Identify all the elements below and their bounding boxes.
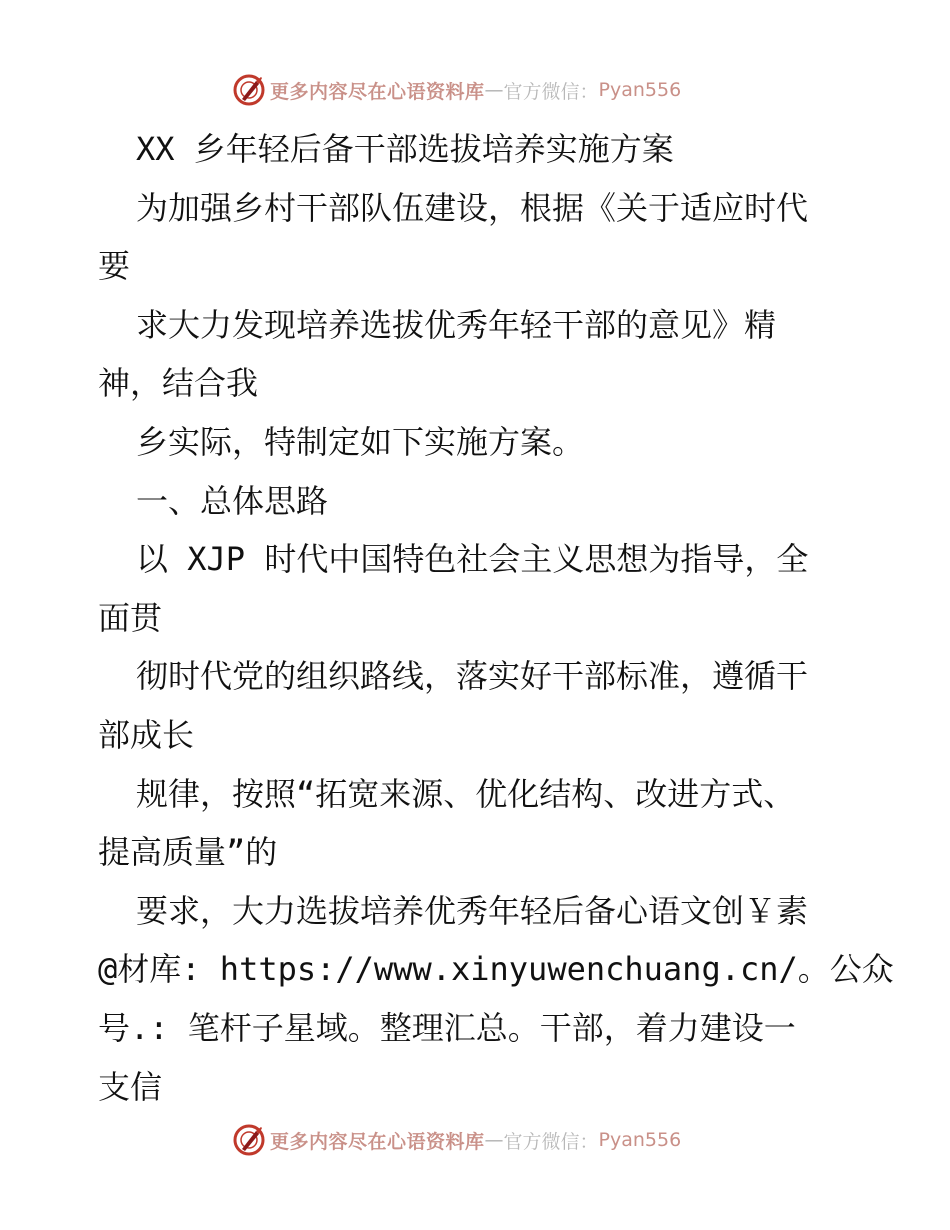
section-heading: 一、总体思路 bbox=[136, 481, 329, 520]
paragraph-line: 神，结合我 bbox=[98, 364, 259, 403]
paragraph-line: 支信 bbox=[98, 1067, 163, 1106]
paragraph-line: 为加强乡村干部队伍建设，根据《关于适应时代 bbox=[136, 188, 809, 227]
header-banner bbox=[232, 72, 681, 108]
banner-wechat-label: 官方微信： bbox=[503, 1130, 599, 1153]
banner-separator: — bbox=[484, 1129, 504, 1151]
paragraph-line: 规律，按照“拓宽来源、优化结构、改进方式、 bbox=[136, 774, 796, 813]
paragraph-line: 乡实际，特制定如下实施方案。 bbox=[136, 422, 585, 461]
paragraph-line: @材库: https://www.xinyuwenchuang.cn/。公众 bbox=[98, 950, 894, 989]
paragraph-line: 要 bbox=[98, 247, 131, 286]
banner-wechat-id: Pyan556 bbox=[598, 1129, 682, 1151]
document-title: XX 乡年轻后备干部选拔培养实施方案 bbox=[136, 130, 674, 168]
paragraph-line: 彻时代党的组织路线，落实好干部标准，遵循干 bbox=[136, 657, 809, 696]
paragraph-line: 以 XJP 时代中国特色社会主义思想为指导，全 bbox=[136, 540, 809, 579]
quill-pen-logo-icon bbox=[232, 1123, 266, 1157]
banner-separator: — bbox=[484, 79, 504, 101]
footer-banner bbox=[232, 1122, 681, 1158]
document-body bbox=[98, 120, 894, 1116]
paragraph-line: 求大力发现培养选拔优秀年轻干部的意见》精 bbox=[136, 305, 777, 344]
banner-text: 更多内容尽在心语资料库 bbox=[270, 1130, 485, 1153]
banner-wechat-id: Pyan556 bbox=[598, 79, 682, 101]
quill-pen-logo-icon bbox=[232, 73, 266, 107]
paragraph-line: 部成长 bbox=[98, 715, 195, 754]
banner-text: 更多内容尽在心语资料库 bbox=[270, 80, 485, 103]
paragraph-line: 要求，大力选拔培养优秀年轻后备心语文创￥素 bbox=[136, 891, 809, 930]
paragraph-line: 面贯 bbox=[98, 598, 163, 637]
banner-wechat-label: 官方微信： bbox=[503, 80, 599, 103]
paragraph-line: 号.: 笔杆子星域。整理汇总。干部，着力建设一 bbox=[98, 1008, 796, 1047]
paragraph-line: 提高质量”的 bbox=[98, 833, 278, 872]
